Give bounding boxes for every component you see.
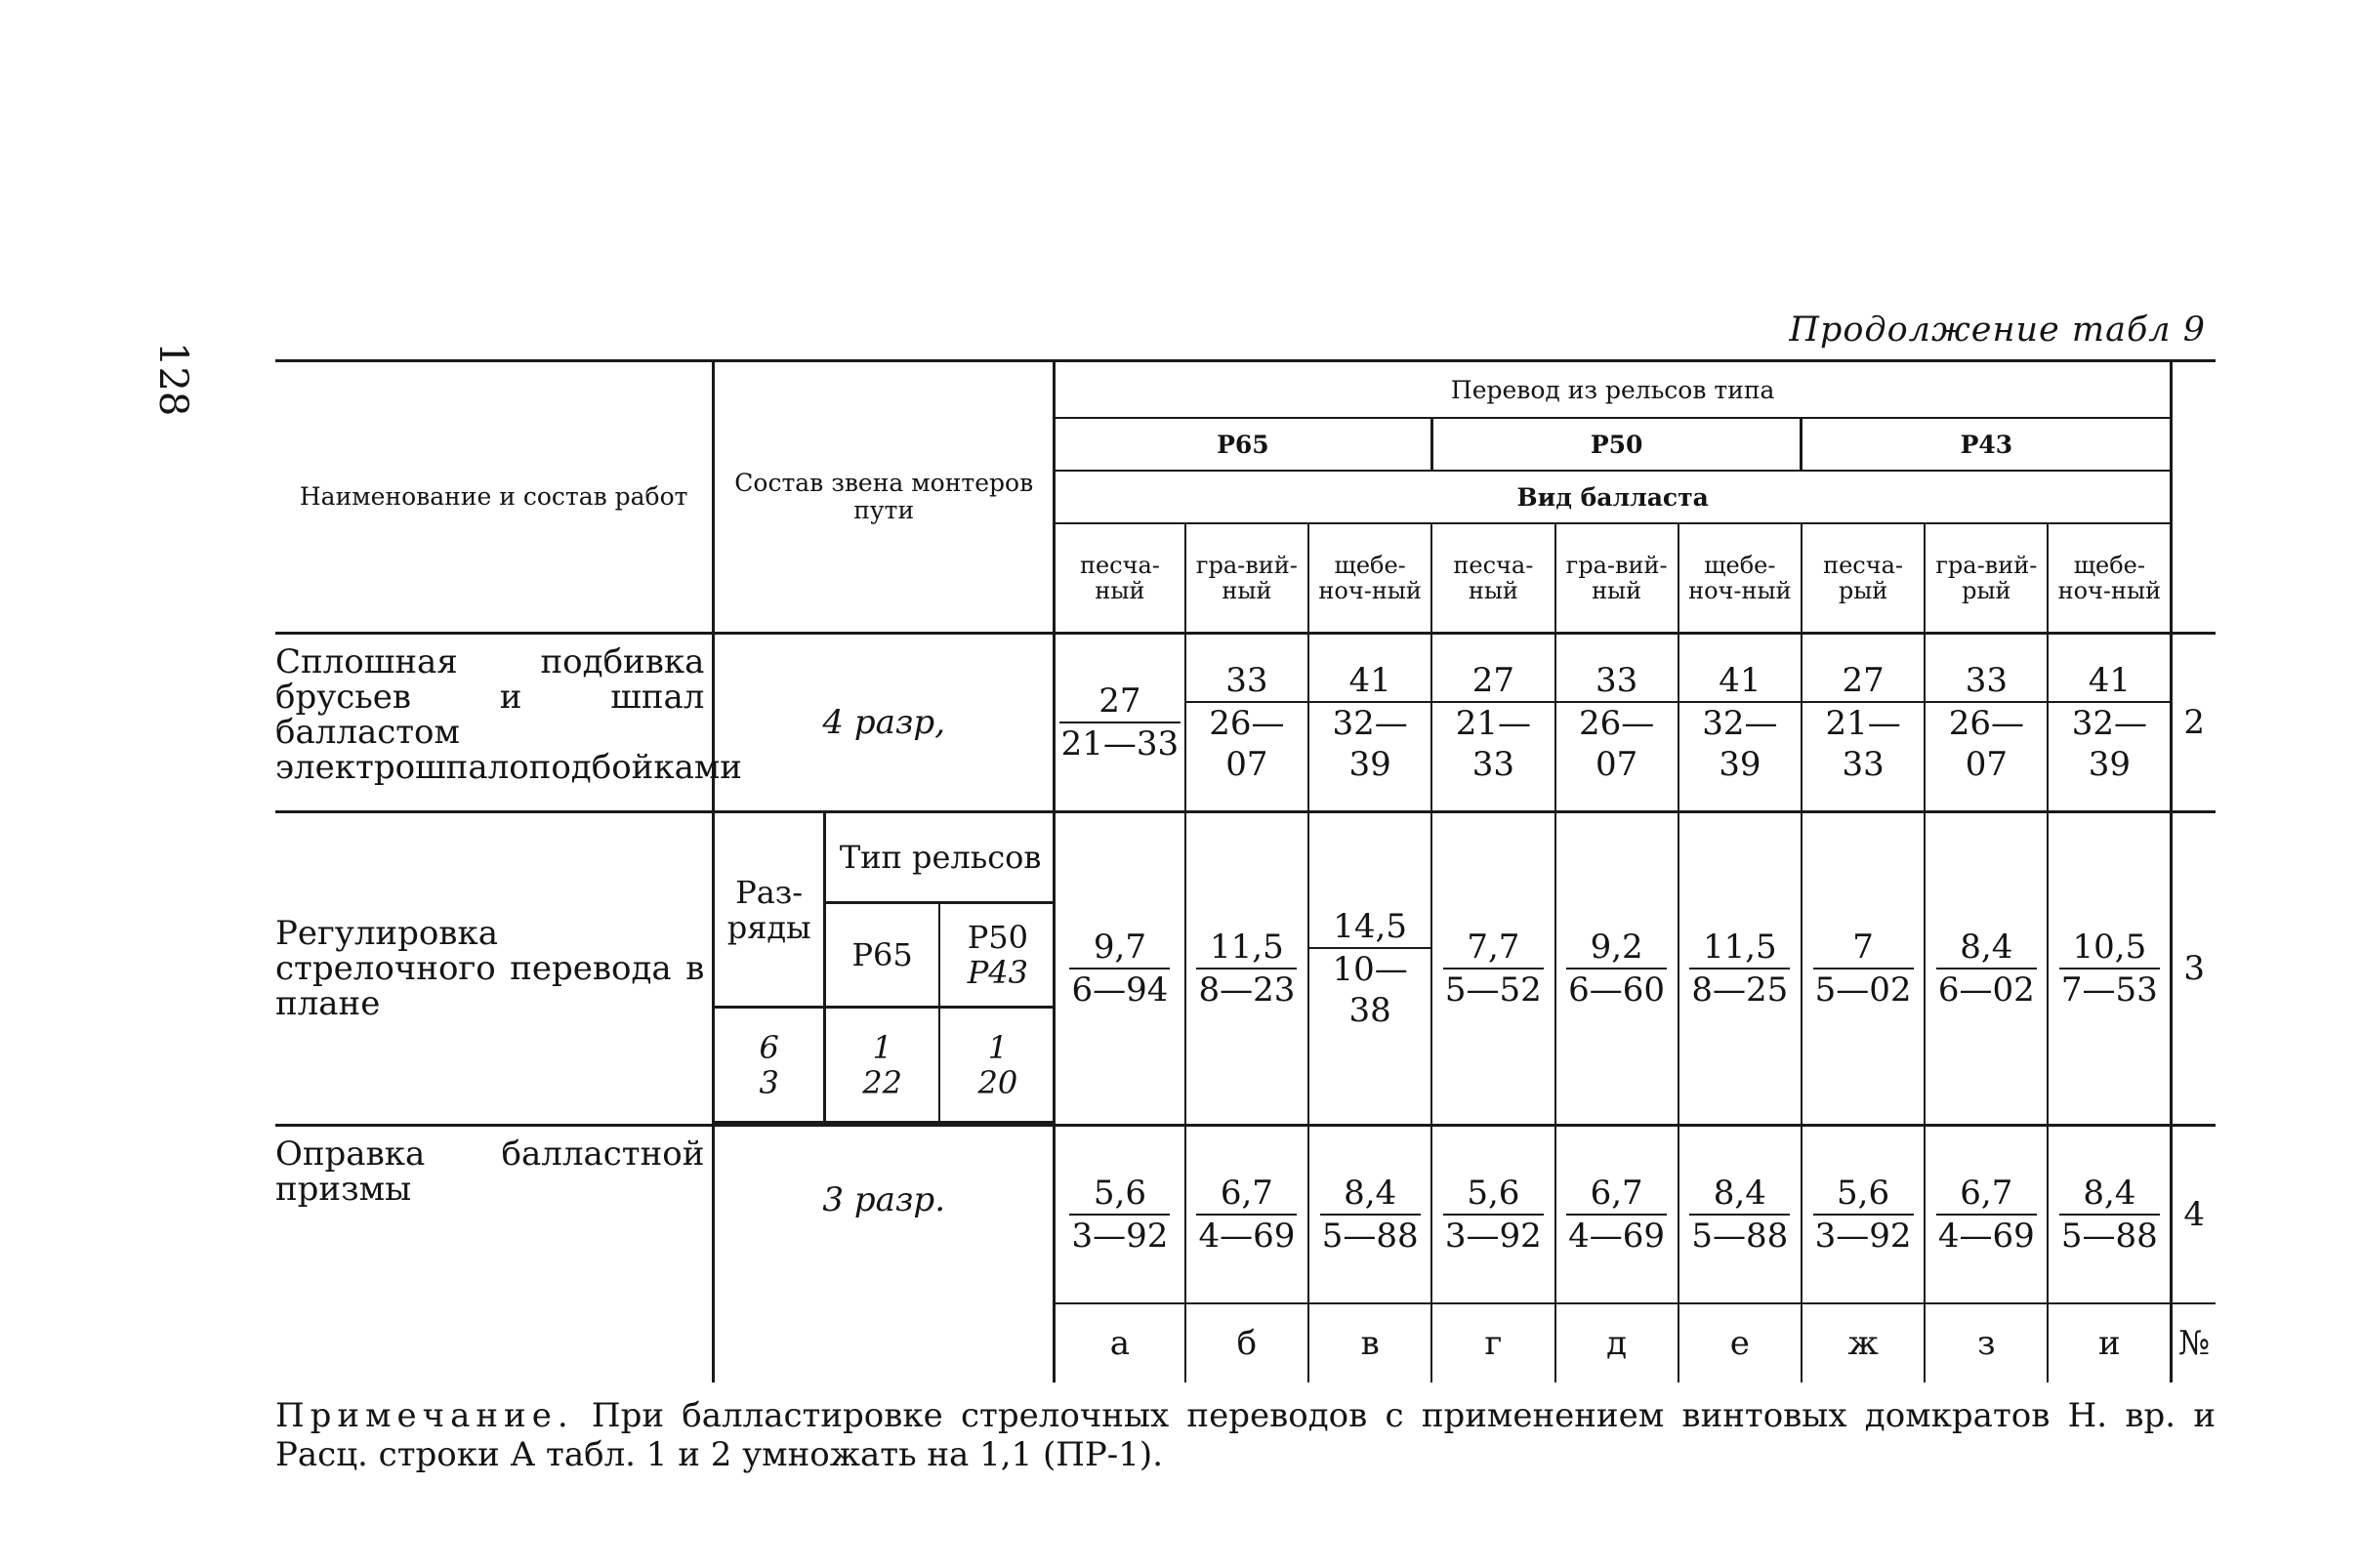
- column-letter: з: [1925, 1303, 2048, 1382]
- header-crew: Состав звена монтеров пути: [714, 361, 1055, 634]
- work-name: Регулировка стрелочного перевода в плане: [275, 812, 714, 1126]
- note-text: При балластировке стрелочных переводов с применением винтовых домкратов Н. вр. и Расц. строки А табл. 1 и 2 умножать на 1,1 (ПР-1).: [275, 1396, 2216, 1474]
- norm-price: 4—69: [1568, 1217, 1666, 1256]
- norm-value: [1059, 681, 1181, 764]
- column-letter: г: [1431, 1303, 1554, 1382]
- norm-time: 11,5: [1689, 927, 1790, 970]
- header-row-number-blank: [2172, 361, 2216, 634]
- column-letter: ж: [1802, 1303, 1925, 1382]
- norm-price: 32—39: [2071, 704, 2147, 784]
- work-name: Оправка балластной призмы: [275, 1126, 714, 1304]
- norm-value: [1566, 927, 1667, 1011]
- norm-time: 7: [1813, 927, 1914, 970]
- norm-value: [1196, 927, 1297, 1011]
- norm-price: 21—33: [1060, 724, 1180, 763]
- norm-price: 6—94: [1071, 970, 1169, 1010]
- grades-label: Раз-ряды: [715, 813, 824, 1008]
- header-work-name: Наименование и состав работ: [275, 361, 714, 634]
- r65-values: 1 22: [824, 1008, 939, 1123]
- norm-value: [2059, 927, 2160, 1011]
- norm-time: 33: [1556, 660, 1678, 703]
- norm-value: [2049, 660, 2170, 785]
- norm-time: 8,4: [1320, 1173, 1421, 1216]
- column-letters-row: [275, 1303, 2216, 1382]
- column-letter: а: [1055, 1303, 1185, 1382]
- table-row: [275, 634, 2216, 812]
- norm-value: [1689, 927, 1790, 1011]
- note-label: Примечание.: [275, 1396, 574, 1435]
- r50-values: 1 20: [939, 1008, 1055, 1123]
- table-continuation-label: Продолжение табл 9: [1789, 310, 2206, 350]
- rail-type-label: Тип рельсов: [824, 813, 1055, 903]
- norm-price: 5—88: [1691, 1217, 1789, 1256]
- norm-value: [1186, 660, 1307, 785]
- header-rail-group: Перевод из рельсов типа: [1055, 361, 2172, 419]
- norm-price: 5—88: [2060, 1217, 2158, 1256]
- norm-time: 5,6: [1443, 1173, 1544, 1216]
- column-letter: е: [1678, 1303, 1802, 1382]
- norm-time: 41: [2049, 660, 2170, 703]
- norm-value: [1803, 660, 1924, 785]
- norm-value: [1069, 1173, 1170, 1257]
- norm-value: [1196, 1173, 1297, 1257]
- norm-price: 7—53: [2060, 970, 2158, 1010]
- norm-time: 10,5: [2059, 927, 2160, 970]
- norm-value: [1936, 927, 2037, 1011]
- column-letter: и: [2048, 1303, 2171, 1382]
- norm-price: 6—02: [1937, 970, 2035, 1010]
- blank-cell: [714, 1303, 1055, 1382]
- norm-price: 3—92: [1071, 1217, 1169, 1256]
- norm-time: 9,7: [1069, 927, 1170, 970]
- crew-grade-table-cell: [714, 812, 1055, 1126]
- norm-value: [1309, 906, 1430, 1031]
- norm-time: 27: [1059, 681, 1181, 723]
- norm-time: 33: [1186, 660, 1307, 703]
- norm-value: [1309, 660, 1430, 785]
- header-ballast-type: щебе-ноч-ный: [1308, 523, 1431, 634]
- header-rail-r50: Р50: [1431, 418, 1802, 471]
- norm-price: 4—69: [1198, 1217, 1296, 1256]
- norm-time: 9,2: [1566, 927, 1667, 970]
- rail-r50-r43-label: [939, 903, 1055, 1008]
- header-rail-r65: Р65: [1055, 418, 1432, 471]
- rail-r65-label: Р65: [824, 903, 939, 1008]
- norm-value: [1069, 927, 1170, 1011]
- norm-time: 11,5: [1196, 927, 1297, 970]
- column-letter: в: [1308, 1303, 1431, 1382]
- norm-time: 27: [1803, 660, 1924, 703]
- number-sign: №: [2172, 1303, 2216, 1382]
- header-ballast-type: песча-ный: [1431, 523, 1554, 634]
- norm-time: 5,6: [1069, 1173, 1170, 1216]
- table-row: [275, 1126, 2216, 1304]
- rail-r43-label: Р43: [967, 954, 1028, 991]
- column-letter: б: [1185, 1303, 1308, 1382]
- norm-value: [1566, 1173, 1667, 1257]
- norm-price: 32—39: [1332, 704, 1408, 784]
- grades-values: 6 3: [715, 1008, 824, 1123]
- norm-value: [1936, 1173, 2037, 1257]
- table-row: [275, 812, 2216, 1126]
- crew-grade: 4 разр,: [714, 634, 1055, 812]
- norm-price: 21—33: [1455, 704, 1532, 784]
- norm-time: 6,7: [1566, 1173, 1667, 1216]
- norm-value: [1556, 660, 1678, 785]
- blank-cell: [275, 1303, 714, 1382]
- header-ballast-type: песча-рый: [1802, 523, 1925, 634]
- norm-price: 26—07: [1209, 704, 1285, 784]
- norm-price: 4—69: [1937, 1217, 2035, 1256]
- norm-price: 5—52: [1444, 970, 1542, 1010]
- norm-price: 3—92: [1814, 1217, 1912, 1256]
- norm-price: 8—25: [1691, 970, 1789, 1010]
- norm-price: 6—60: [1568, 970, 1666, 1010]
- norm-price: 26—07: [1948, 704, 2024, 784]
- norm-time: 33: [1926, 660, 2047, 703]
- norm-time: 41: [1309, 660, 1430, 703]
- header-ballast-type: гра-вий-ный: [1555, 523, 1678, 634]
- norm-value: [1926, 660, 2047, 785]
- norm-value: [1443, 1173, 1544, 1257]
- norms-table: [275, 359, 2216, 1382]
- header-rail-r43: Р43: [1802, 418, 2172, 471]
- table-note: [275, 1396, 2216, 1474]
- norm-value: [1320, 1173, 1421, 1257]
- norm-value: [1689, 1173, 1790, 1257]
- norm-time: 27: [1432, 660, 1554, 703]
- norm-time: 7,7: [1443, 927, 1544, 970]
- row-number: 2: [2172, 634, 2216, 812]
- norm-price: 10—38: [1332, 950, 1408, 1030]
- norm-time: 6,7: [1936, 1173, 2037, 1216]
- header-ballast-group: Вид балласта: [1055, 471, 2172, 523]
- work-name: Сплошная подбивка брусьев и шпал балластом электрошпалоподбойками: [275, 634, 714, 812]
- norm-time: 41: [1679, 660, 1801, 703]
- header-ballast-type: песча-ный: [1055, 523, 1185, 634]
- row-number: 3: [2172, 812, 2216, 1126]
- crew-grade-table: [715, 813, 1055, 1124]
- header-ballast-type: гра-вий-ный: [1185, 523, 1308, 634]
- norm-price: 21—33: [1825, 704, 1901, 784]
- norm-value: [1443, 927, 1544, 1011]
- header-ballast-type: гра-вий-рый: [1925, 523, 2048, 634]
- norm-time: 8,4: [2059, 1173, 2160, 1216]
- norm-value: [1813, 927, 1914, 1011]
- norm-value: [2059, 1173, 2160, 1257]
- column-letter: д: [1555, 1303, 1678, 1382]
- norm-price: 8—23: [1198, 970, 1296, 1010]
- row-number: 4: [2172, 1126, 2216, 1304]
- norm-price: 26—07: [1578, 704, 1655, 784]
- norm-value: [1679, 660, 1801, 785]
- header-ballast-type: щебе-ноч-ный: [2048, 523, 2171, 634]
- norm-time: 8,4: [1689, 1173, 1790, 1216]
- norm-value: [1813, 1173, 1914, 1257]
- norm-time: 14,5: [1309, 906, 1430, 949]
- norm-time: 8,4: [1936, 927, 2037, 970]
- header-ballast-type: щебе-ноч-ный: [1678, 523, 1802, 634]
- norm-time: 6,7: [1196, 1173, 1297, 1216]
- rail-r50-label: Р50: [967, 919, 1028, 956]
- norm-price: 32—39: [1702, 704, 1778, 784]
- norm-price: 3—92: [1444, 1217, 1542, 1256]
- norm-price: 5—02: [1814, 970, 1912, 1010]
- crew-grade: 3 разр.: [714, 1126, 1055, 1304]
- norm-value: [1432, 660, 1554, 785]
- norm-time: 5,6: [1813, 1173, 1914, 1216]
- page-number: 128: [150, 342, 195, 417]
- norm-price: 5—88: [1321, 1217, 1419, 1256]
